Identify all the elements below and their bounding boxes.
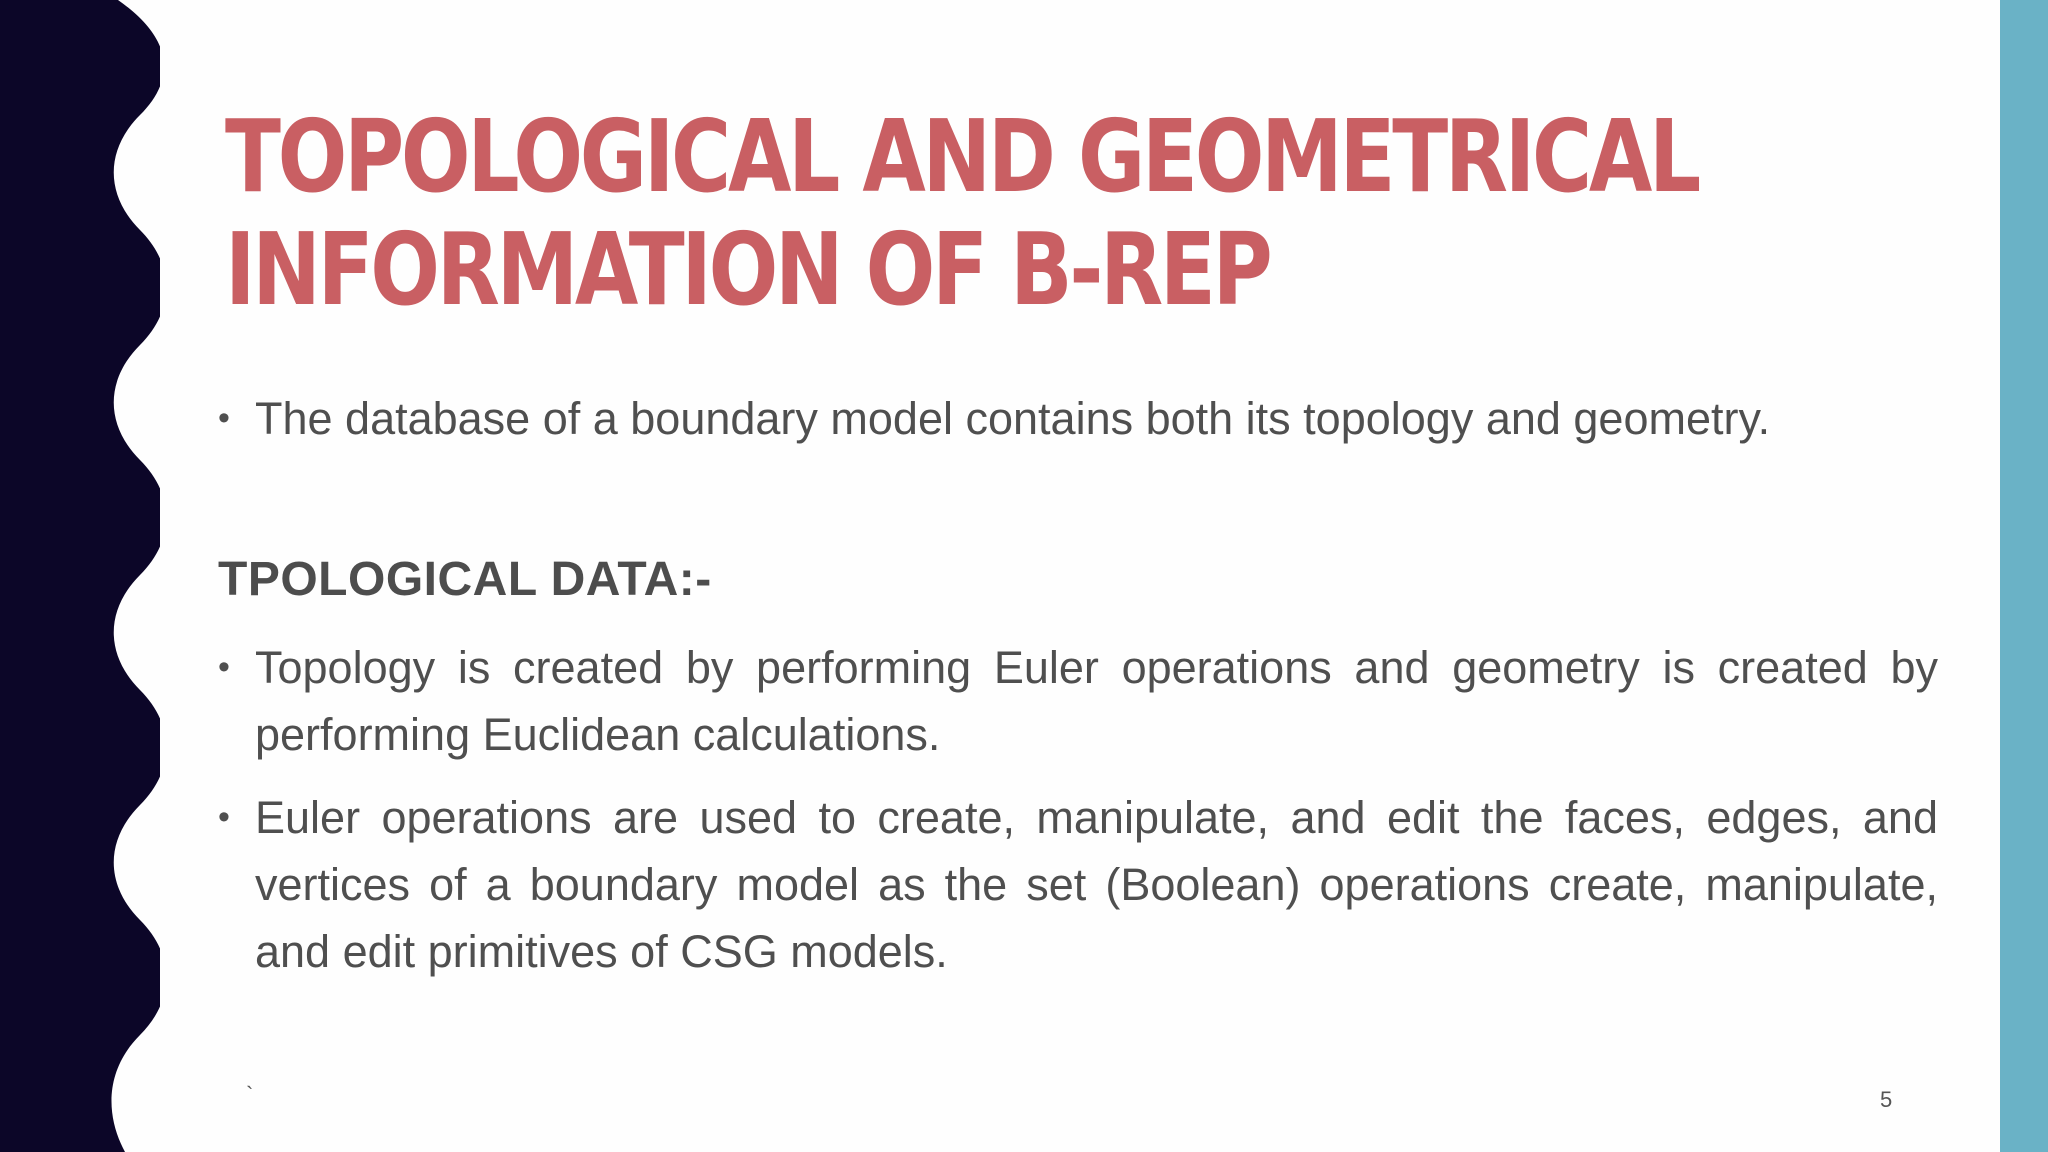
slide-title xyxy=(225,98,1699,328)
bullet-text: Topology is created by performing Euler operations and geometry is created by performing Euclidean calculations. xyxy=(255,642,1938,760)
wavy-left-band xyxy=(0,0,160,1152)
intro-bullet xyxy=(218,385,1938,452)
bullet-dot: • xyxy=(218,399,230,437)
intro-bullet-text: The database of a boundary model contains both its topology and geometry. xyxy=(255,393,1771,444)
footer-tick-mark: ` xyxy=(246,1082,254,1107)
bullet-item xyxy=(218,634,1938,768)
bullet-item xyxy=(218,784,1938,985)
right-accent-bar xyxy=(2000,0,2048,1152)
page-number: 5 xyxy=(1880,1087,1893,1112)
bullet-dot: • xyxy=(218,648,230,686)
wavy-band-shape xyxy=(0,0,160,1152)
bullet-text: Euler operations are used to create, manipulate, and edit the faces, edges, and vertices of a boundary model as the set (Boolean) operations create, manipulate, and edit primitives of CSG models. xyxy=(255,792,1938,977)
title-line-1: TOPOLOGICAL AND GEOMETRICAL xyxy=(225,98,1699,215)
title-line-2: INFORMATION OF B-REP xyxy=(225,211,1270,328)
bullet-dot: • xyxy=(218,798,230,836)
section-heading: TPOLOGICAL DATA:- xyxy=(218,553,712,606)
